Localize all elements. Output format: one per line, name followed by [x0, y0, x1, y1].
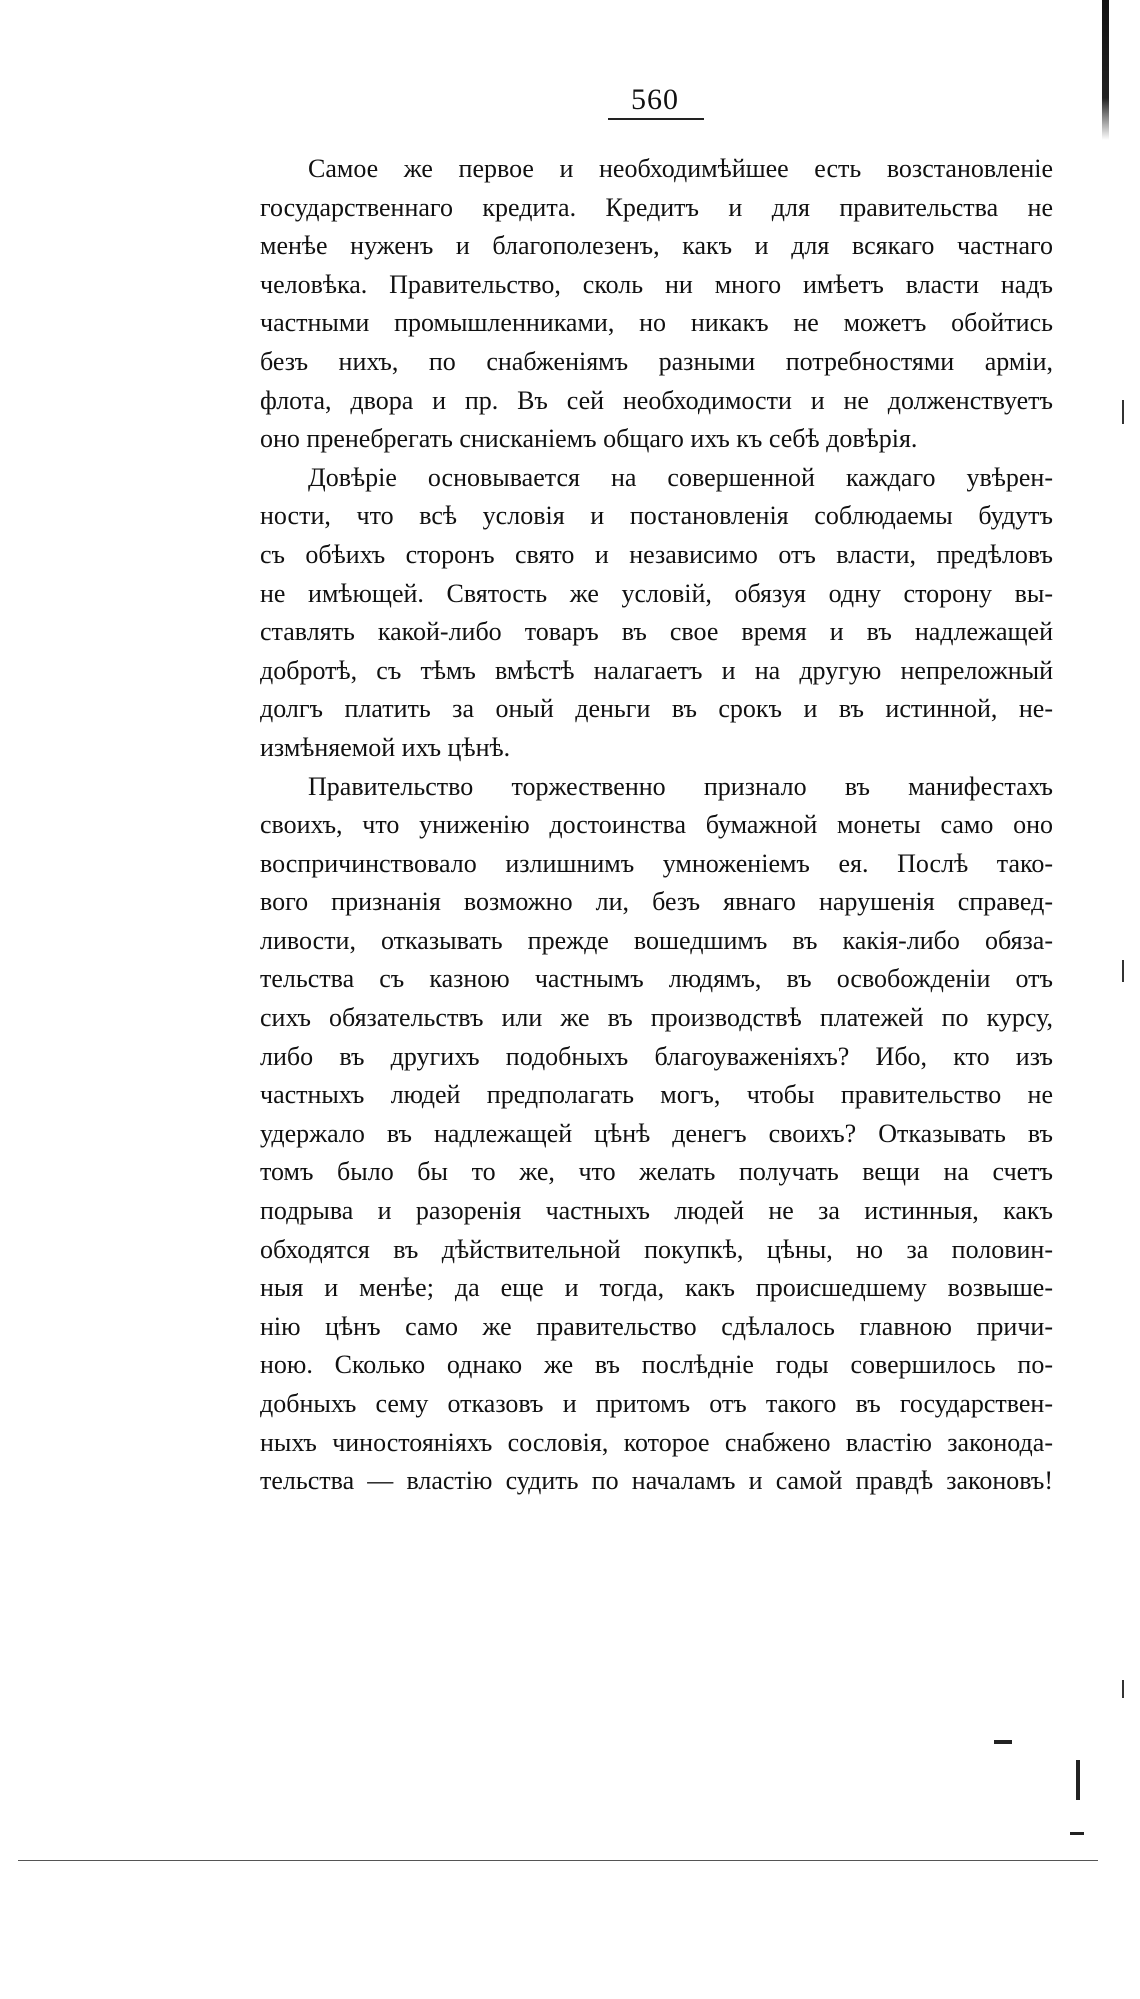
text-line: удержало въ надлежащей цѣнѣ денегъ своихъ? Отказывать въ — [260, 1118, 1053, 1148]
text-line: ливости, отказывать прежде вошедшимъ въ какія-либо обяза- — [260, 925, 1053, 955]
scan-edge-mark — [1122, 1680, 1124, 1698]
scan-edge-mark — [1122, 960, 1124, 982]
text-line: ныя и менѣе; да еще и тогда, какъ происшедшему возвыше- — [260, 1273, 1053, 1303]
text-line: ности, что всѣ условія и постановленія соблюдаемы будутъ — [260, 501, 1053, 531]
text-line: оно пренебрегать снисканіемъ общаго ихъ къ себѣ довѣрія. — [260, 424, 918, 454]
text-line: своихъ, что униженію достоинства бумажной монеты само оно — [260, 810, 1053, 840]
text-line: не имѣющей. Святость же условій, обязуя одну сторону вы- — [260, 578, 1053, 608]
body-text — [260, 150, 1053, 1501]
text-line: Довѣріе основывается на совершенной каждаго увѣрен- — [308, 462, 1053, 492]
page-number-underline — [608, 118, 704, 120]
text-line: безъ нихъ, по снабженіямъ разными потребностями арміи, — [260, 346, 1053, 376]
text-line: ставлять какой-либо товаръ въ свое время и въ надлежащей — [260, 617, 1053, 647]
text-line: добныхъ сему отказовъ и притомъ отъ такого въ государствен- — [260, 1389, 1053, 1418]
scan-artifact — [1076, 1760, 1080, 1800]
scan-artifact — [1070, 1832, 1084, 1835]
text-line: обходятся въ дѣйствительной покупкѣ, цѣны, но за половин- — [260, 1234, 1053, 1264]
text-line: флота, двора и пр. Въ сей необходимости и не долженствуетъ — [260, 385, 1053, 415]
scan-artifact — [994, 1740, 1012, 1744]
text-line: добротѣ, съ тѣмъ вмѣстѣ налагаетъ и на другую непреложный — [260, 655, 1053, 685]
text-line: томъ было бы то же, что желать получать вещи на счетъ — [260, 1157, 1053, 1187]
text-line: частныхъ людей предполагать могъ, чтобы правительство не — [260, 1080, 1053, 1110]
text-line: ною. Сколько однако же въ послѣдніе годы совершилось по- — [260, 1350, 1053, 1380]
text-line: либо въ другихъ подобныхъ благоуваженіяхъ? Ибо, кто изъ — [260, 1041, 1053, 1071]
scan-edge-mark — [1122, 400, 1124, 424]
text-line: подрыва и разоренія частныхъ людей не за истинныя, какъ — [260, 1196, 1053, 1226]
text-line: измѣняемой ихъ цѣнѣ. — [260, 732, 511, 762]
text-line: съ обѣихъ сторонъ свято и независимо отъ власти, предѣловъ — [260, 539, 1053, 569]
page-bottom-rule — [18, 1860, 1098, 1861]
text-line: Самое же первое и необходимѣйшее есть возстановленіе — [308, 154, 1053, 183]
text-line: тельства — властію судить по началамъ и самой правдѣ законовъ! — [260, 1466, 1053, 1496]
text-line: человѣка. Правительство, сколь ни много имѣетъ власти надъ — [260, 269, 1053, 299]
text-line: ныхъ чиностояніяхъ сословія, которое снабжено властію законода- — [260, 1427, 1053, 1457]
page-number: 560 — [631, 83, 679, 116]
text-line: тельства съ казною частнымъ людямъ, въ освобожденіи отъ — [260, 964, 1053, 994]
text-line: долгъ платить за оный деньги въ срокъ и въ истинной, не- — [260, 694, 1053, 724]
text-line: государственнаго кредита. Кредитъ и для правительства не — [260, 192, 1053, 222]
page-edge-shadow — [1102, 0, 1109, 140]
text-line: вого признанія возможно ли, безъ явнаго нарушенія справед- — [260, 887, 1053, 917]
text-line: частными промышленниками, но никакъ не можетъ обойтись — [260, 308, 1053, 338]
text-line: нію цѣнъ само же правительство сдѣлалось главною причи- — [260, 1311, 1053, 1341]
text-line: менѣе нуженъ и благополезенъ, какъ и для всякаго частнаго — [260, 231, 1053, 261]
text-line: воспричинствовало излишнимъ умноженіемъ ея. Послѣ тако- — [260, 848, 1053, 878]
text-line: Правительство торжественно признало въ манифестахъ — [308, 771, 1053, 801]
text-line: сихъ обязательствъ или же въ производствѣ платежей по курсу, — [260, 1003, 1053, 1033]
